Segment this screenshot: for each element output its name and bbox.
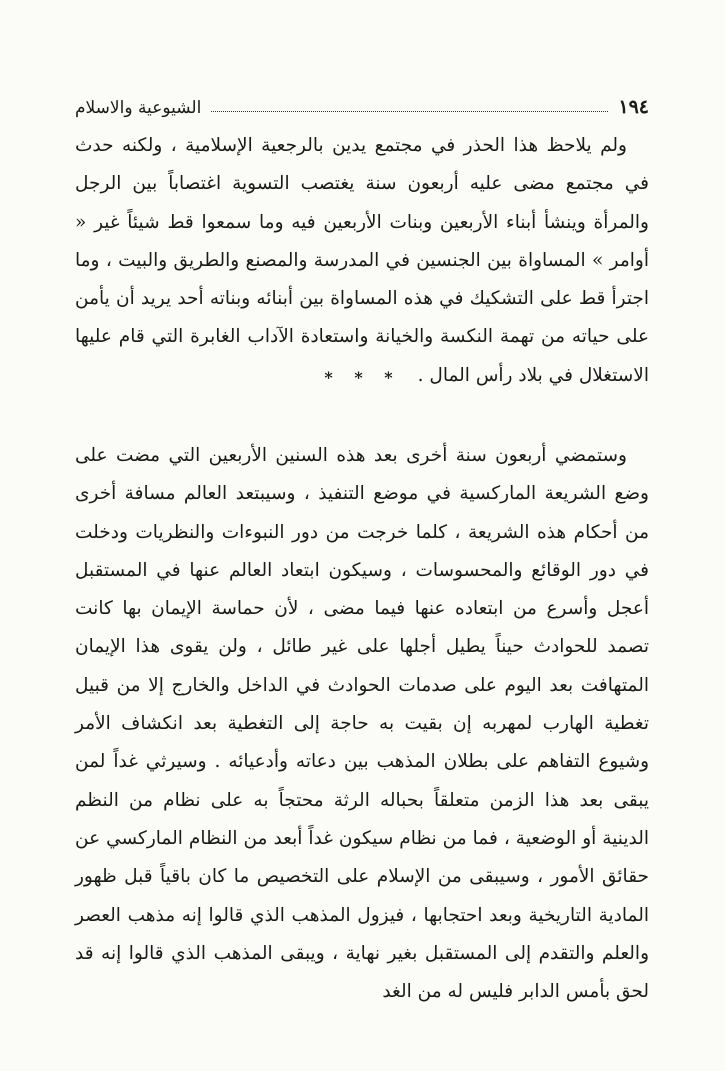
section-separator: * * * xyxy=(324,368,401,387)
running-title: الشيوعية والاسلام xyxy=(75,98,202,118)
running-header xyxy=(75,88,649,118)
paragraph: وستمضي أربعون سنة أخرى بعد هذه السنين الأربعين التي مضت على وضع الشريعة الماركسية في موضع التنفيذ ، وسيبتعد العالم مسافة أخرى من أحكام هذه الشريعة ، كلما خرجت من دور النبوءات والنظريات ودخلت في دور الوقائع والمحسوسات ، وسيكون ابتعاد العالم عنها في المستقبل أعجل وأسرع من ابتعاده عنها فيما مضى ، لأن حماسة الإيمان بها كانت تصمد للحوادث حيناً يطيل أجلها على غير طائل ، ولن يقوى هذا الإيمان المتهافت بعد اليوم على صدمات الحوادث في الداخل والخارج إلا من قبيل تغطية الهارب لمهربه إن بقيت به حاجة إلى التغطية بعد انكشاف الأمر وشيوع التفاهم على بطلان المذهب بين دعاته وأدعيائه . وسيرثي غداً لمن يبقى بعد هذا الزمن متعلقاً بحباله الرثة محتجاً به على نظام من النظم الدينية أو الوضعية ، فما من نظام سيكون غداً أبعد من النظام الماركسي عن حقائق الأمور ، وسيبقى من الإسلام على التخصيص ما كان باقياً قبل ظهور المادية التاريخية وبعد احتجابها ، فيزول المذهب الذي قالوا إنه مذهب العصر والعلم والتقدم إلى المستقبل بغير نهاية ، ويبقى المذهب الذي قالوا إنه قد لحق بأمس الدابر فليس له من الغد xyxy=(75,445,649,1003)
header-dotted-rule xyxy=(211,111,608,112)
page-number: ١٩٤ xyxy=(618,96,649,118)
paragraph: ولم يلاحظ هذا الحذر في مجتمع يدين بالرجعية الإسلامية ، ولكنه حدث في مجتمع مضى عليه أربعون سنة يغتصب التسوية اغتصاباً بين الرجل والمرأة وينشأ أبناء الأربعين وبنات الأربعين فيه وما سمعوا قط شيئاً غير « أوامر » المساواة بين الجنسين في المدرسة والمصنع والطريق والبيت ، وما اجترأ قط على التشكيك في هذه المساواة بين أبنائه وبناته أحد يريد أن يأمن على حياته من تهمة النكسة والخيانة واستعادة الآداب الغابرة التي قام عليها الاستغلال في بلاد رأس المال . xyxy=(75,135,649,386)
